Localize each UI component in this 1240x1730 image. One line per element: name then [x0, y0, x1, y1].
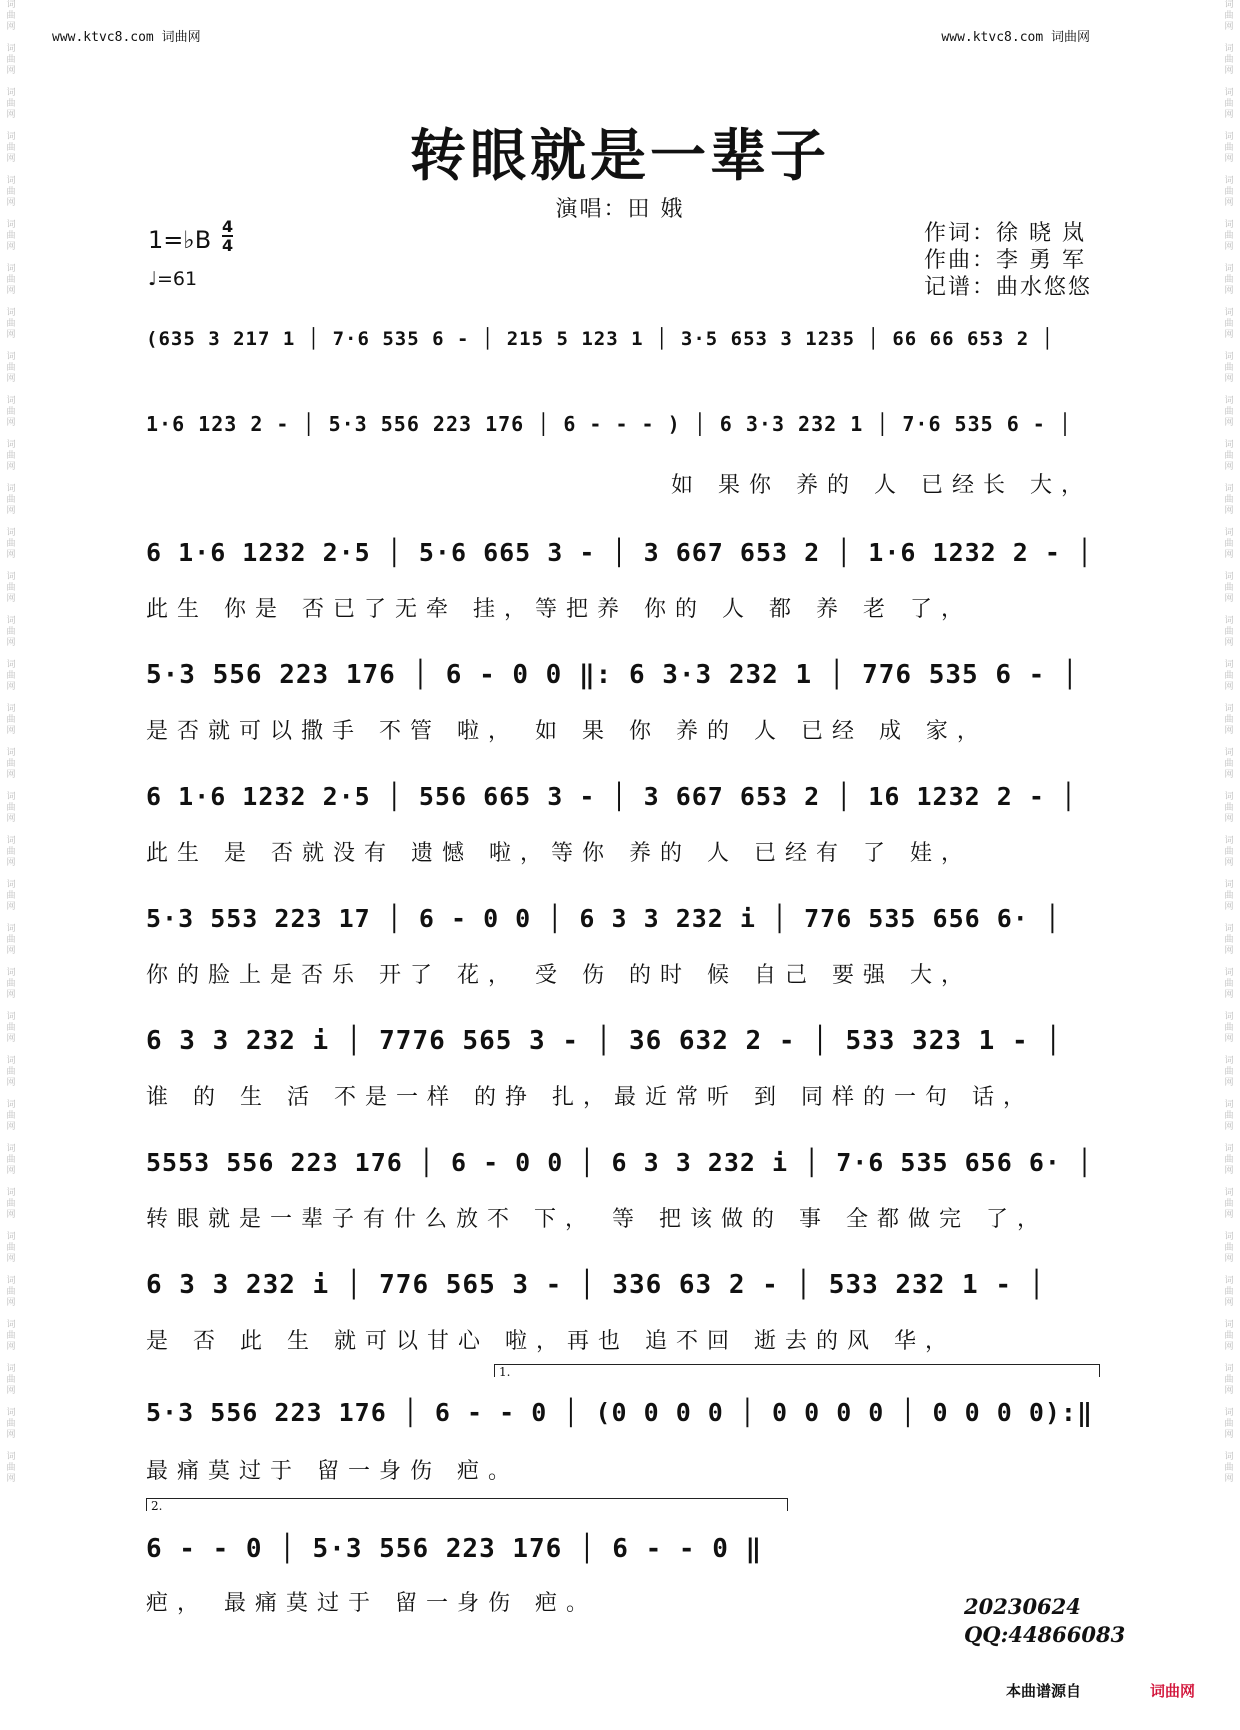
notation-line: 6 - - 0 │ 5·3 556 223 176 │ 6 - - 0 ‖	[146, 1534, 763, 1564]
notation-line: 1·6 123 2 - │ 5·3 556 223 176 │ 6 - - - ) │ 6 3·3 232 1 │ 7·6 535 6 - │	[146, 412, 1072, 436]
notation-line: 6 1·6 1232 2·5 │ 556 665 3 - │ 3 667 653 2 │ 16 1232 2 - │	[146, 782, 1077, 811]
notation-line: 6 3 3 232 i │ 7776 565 3 - │ 36 632 2 - │ 533 323 1 - │	[146, 1026, 1062, 1056]
lyric-line: 转眼就是一辈子有什么放不 下， 等 把该做的 事 全都做完 了，	[146, 1207, 1048, 1232]
notation-line: 5·3 556 223 176 │ 6 - 0 0 ‖: 6 3·3 232 1 │ 776 535 6 - │	[146, 660, 1079, 690]
credits	[924, 220, 1092, 301]
song-title: 转眼就是一辈子	[410, 123, 830, 189]
lyric-line: 此生 是 否就没有 遗憾 啦，等你 养的 人 已经有 了 娃，	[146, 841, 972, 866]
volta-first	[494, 1364, 1100, 1377]
notation-line: 6 1·6 1232 2·5 │ 5·6 665 3 - │ 3 667 653 2 │ 1·6 1232 2 - │	[146, 538, 1094, 567]
notation-line: 5·3 556 223 176 │ 6 - - 0 │ (0 0 0 0 │ 0 0 0 0 │ 0 0 0 0):‖	[146, 1398, 1094, 1427]
key-signature: 1=♭B	[148, 226, 212, 254]
lyric-line: 最痛莫过于 留一身伤 疤。	[146, 1459, 519, 1484]
site-url-left[interactable]: www.ktvc8.com 词曲网	[52, 30, 201, 45]
time-denominator: 4	[222, 236, 234, 255]
left-watermark-strip: 词 曲 网 词 曲 网 词 曲 网 词 曲 网 词 曲 网 词 曲 网 词 曲 网 词 曲 网 词 曲 网 词 曲 网 词 曲 网 词 曲 网 词 曲 网 词 曲 网 词 曲 网 词 曲 网 词 曲 网 词 曲 网 词 曲 网 词 曲 网 词 曲 网 词 曲 网 词 曲 网 词 曲 网 词 曲 网 词 曲 网 词 曲 网 词 曲 网 词 曲 网 词 曲 网 词 曲 网 词 曲 网 词 曲 网 词 曲 网	[6, 0, 16, 1484]
lyric-line: 疤， 最痛莫过于 留一身伤 疤。	[146, 1591, 597, 1616]
volta-second	[146, 1498, 788, 1511]
notation-line: 5·3 553 223 17 │ 6 - 0 0 │ 6 3 3 232 i │ 776 535 656 6· │	[146, 904, 1061, 933]
lyric-line: 谁 的 生 活 不是一样 的挣 扎，最近常听 到 同样的一句 话，	[146, 1085, 1034, 1110]
transcription-date: 20230624	[964, 1594, 1081, 1619]
source-brand[interactable]: 词曲网	[1150, 1682, 1196, 1700]
notation-line: 5553 556 223 176 │ 6 - 0 0 │ 6 3 3 232 i │ 7·6 535 656 6· │	[146, 1148, 1094, 1177]
composer: 作曲：李 勇 军	[923, 248, 1086, 273]
lyric-line: 你的脸上是否乐 开了 花， 受 伤 的时 候 自己 要强 大，	[146, 963, 972, 988]
lyric-line: 此生 你是 否已了无牵 挂，等把养 你的 人 都 养 老 了，	[146, 597, 972, 622]
volta-second-label: 2.	[151, 1499, 163, 1513]
singer: 演唱：田 娥	[555, 197, 685, 222]
notation-line: (635 3 217 1 │ 7·6 535 6 - │ 215 5 123 1 │ 3·5 653 3 1235 │ 66 66 653 2 │	[146, 328, 1055, 350]
source-label: 本曲谱源自	[1006, 1682, 1082, 1700]
right-watermark-strip: 词 曲 网 词 曲 网 词 曲 网 词 曲 网 词 曲 网 词 曲 网 词 曲 网 词 曲 网 词 曲 网 词 曲 网 词 曲 网 词 曲 网 词 曲 网 词 曲 网 词 曲 网 词 曲 网 词 曲 网 词 曲 网 词 曲 网 词 曲 网 词 曲 网 词 曲 网 词 曲 网 词 曲 网 词 曲 网 词 曲 网 词 曲 网 词 曲 网 词 曲 网 词 曲 网 词 曲 网 词 曲 网 词 曲 网 词 曲 网	[1224, 0, 1234, 1484]
lyric-line: 是否就可以撒手 不管 啦， 如 果 你 养的 人 已经 成 家，	[146, 719, 988, 744]
lyric-line: 是 否 此 生 就可以甘心 啦，再也 追不回 逝去的风 华，	[146, 1329, 956, 1354]
time-signature	[222, 218, 233, 254]
tempo: ♩=61	[148, 268, 198, 290]
lyricist: 作词：徐 晓 岚	[923, 221, 1086, 246]
volta-first-label: 1.	[499, 1365, 511, 1379]
qq-number: QQ:44866083	[964, 1622, 1126, 1647]
transcriber: 记谱：曲水悠悠	[923, 275, 1092, 300]
time-numerator: 4	[222, 217, 234, 236]
site-url-right[interactable]: www.ktvc8.com 词曲网	[941, 30, 1090, 45]
lyric-line: 如 果你 养的 人 已经长 大，	[671, 473, 1092, 498]
notation-line: 6 3 3 232 i │ 776 565 3 - │ 336 63 2 - │ 533 232 1 - │	[146, 1270, 1046, 1300]
